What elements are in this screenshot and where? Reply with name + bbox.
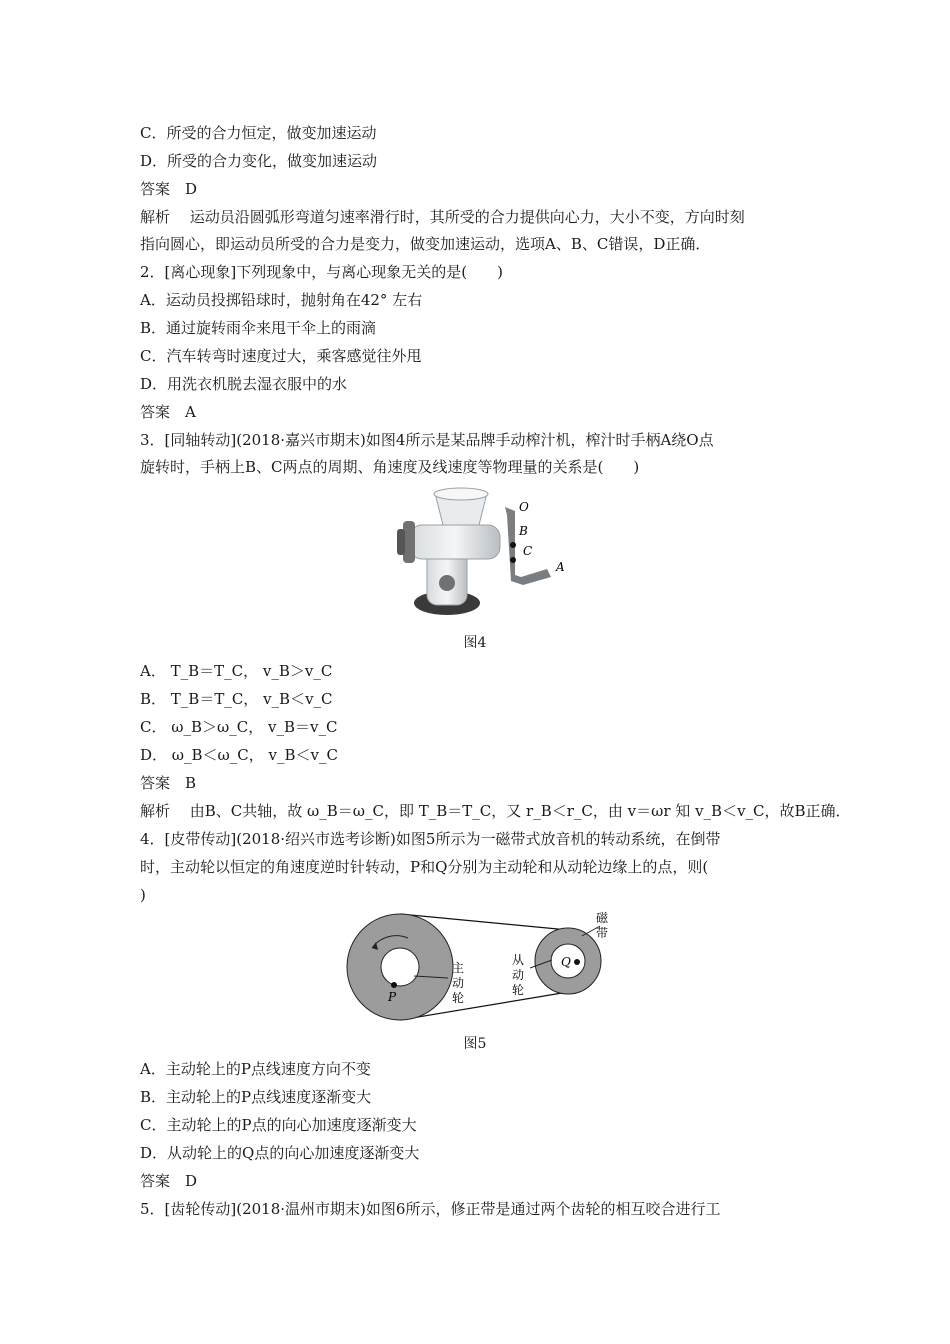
- label-q: Q: [561, 955, 571, 969]
- label-c: C: [523, 544, 533, 558]
- analysis-1-line-2: 指向圆心，即运动员所受的合力是变力，做变加速运动，选项A、B、C错误，D正确．: [140, 235, 711, 253]
- figure-5-tape-system: [330, 908, 630, 1028]
- figure-4-caption: 图4: [463, 635, 487, 651]
- question-3-line-2: 旋转时，手柄上B、C两点的周期、角速度及线速度等物理量的关系是( ): [140, 458, 640, 476]
- driven-wheel-label-2: 动: [512, 968, 525, 982]
- question-3-line-1: 3．[同轴转动](2018·嘉兴市期末)如图4所示是某品牌手动榨汁机，榨汁时手柄A绕O点: [140, 431, 714, 449]
- driven-wheel-label-3: 轮: [512, 983, 525, 997]
- juicer-drum: [410, 525, 500, 559]
- label-a: A: [556, 560, 565, 574]
- label-o: O: [519, 500, 529, 514]
- q2-option-d: D．用洗衣机脱去湿衣服中的水: [140, 375, 348, 393]
- label-b: B: [519, 524, 528, 538]
- answer-3: 答案 B: [140, 774, 197, 792]
- q2-option-a: A．运动员投掷铅球时，抛射角在42° 左右: [140, 291, 423, 309]
- figure-5-caption: 图5: [463, 1036, 487, 1052]
- analysis-3: 解析 由B、C共轴，故 ω_B＝ω_C，即 T_B＝T_C，又 r_B＜r_C，由 v＝ωr 知 v_B＜v_C，故B正确．: [140, 802, 851, 820]
- answer-1: 答案 D: [140, 180, 198, 198]
- q2-option-c: C．汽车转弯时速度过大，乘客感觉往外甩: [140, 347, 422, 365]
- option-d: D．所受的合力变化，做变加速运动: [140, 152, 378, 170]
- q4-option-b: B．主动轮上的P点线速度逐渐变大: [140, 1088, 372, 1106]
- question-2: 2．[离心现象]下列现象中，与离心现象无关的是( ): [140, 263, 503, 281]
- figure-4-juicer: [375, 485, 575, 623]
- main-wheel-label-1: 主: [452, 961, 465, 975]
- answer-4: 答案 D: [140, 1172, 198, 1190]
- q3-option-b: B． T_B＝T_C， v_B＜v_C: [140, 690, 333, 708]
- main-wheel-label-2: 动: [452, 976, 465, 990]
- juicer-knob: [439, 575, 455, 591]
- main-wheel-label-3: 轮: [452, 991, 465, 1005]
- q4-option-c: C．主动轮上的P点的向心加速度逐渐变大: [140, 1116, 417, 1134]
- question-4-line-3: ): [140, 886, 146, 904]
- q3-option-d: D． ω_B＜ω_C， v_B＜v_C: [140, 746, 338, 764]
- driven-wheel-label-1: 从: [512, 953, 525, 967]
- question-5-line-1: 5．[齿轮传动](2018·温州市期末)如图6所示，修正带是通过两个齿轮的相互咬合进行工: [140, 1200, 721, 1218]
- q3-option-a: A． T_B＝T_C， v_B＞v_C: [140, 662, 333, 680]
- option-c: C．所受的合力恒定，做变加速运动: [140, 124, 377, 142]
- q2-option-b: B．通过旋转雨伞来甩干伞上的雨滴: [140, 319, 377, 337]
- label-p: P: [388, 990, 397, 1004]
- question-4-line-2: 时，主动轮以恒定的角速度逆时针转动，P和Q分别为主动轮和从动轮边缘上的点，则(: [140, 858, 709, 876]
- analysis-1-line-1: 解析 运动员沿圆弧形弯道匀速率滑行时，其所受的合力提供向心力，大小不变，方向时刻: [140, 208, 745, 226]
- q4-option-d: D．从动轮上的Q点的向心加速度逐渐变大: [140, 1144, 420, 1162]
- q4-option-a: A．主动轮上的P点线速度方向不变: [140, 1060, 371, 1078]
- tape-label-2: 带: [596, 926, 609, 940]
- question-4-line-1: 4．[皮带传动](2018·绍兴市选考诊断)如图5所示为一磁带式放音机的转动系统，在倒带: [140, 830, 721, 848]
- answer-2: 答案 A: [140, 403, 196, 421]
- tape-label-1: 磁: [596, 911, 609, 925]
- q3-option-c: C． ω_B＞ω_C， v_B＝v_C: [140, 718, 338, 736]
